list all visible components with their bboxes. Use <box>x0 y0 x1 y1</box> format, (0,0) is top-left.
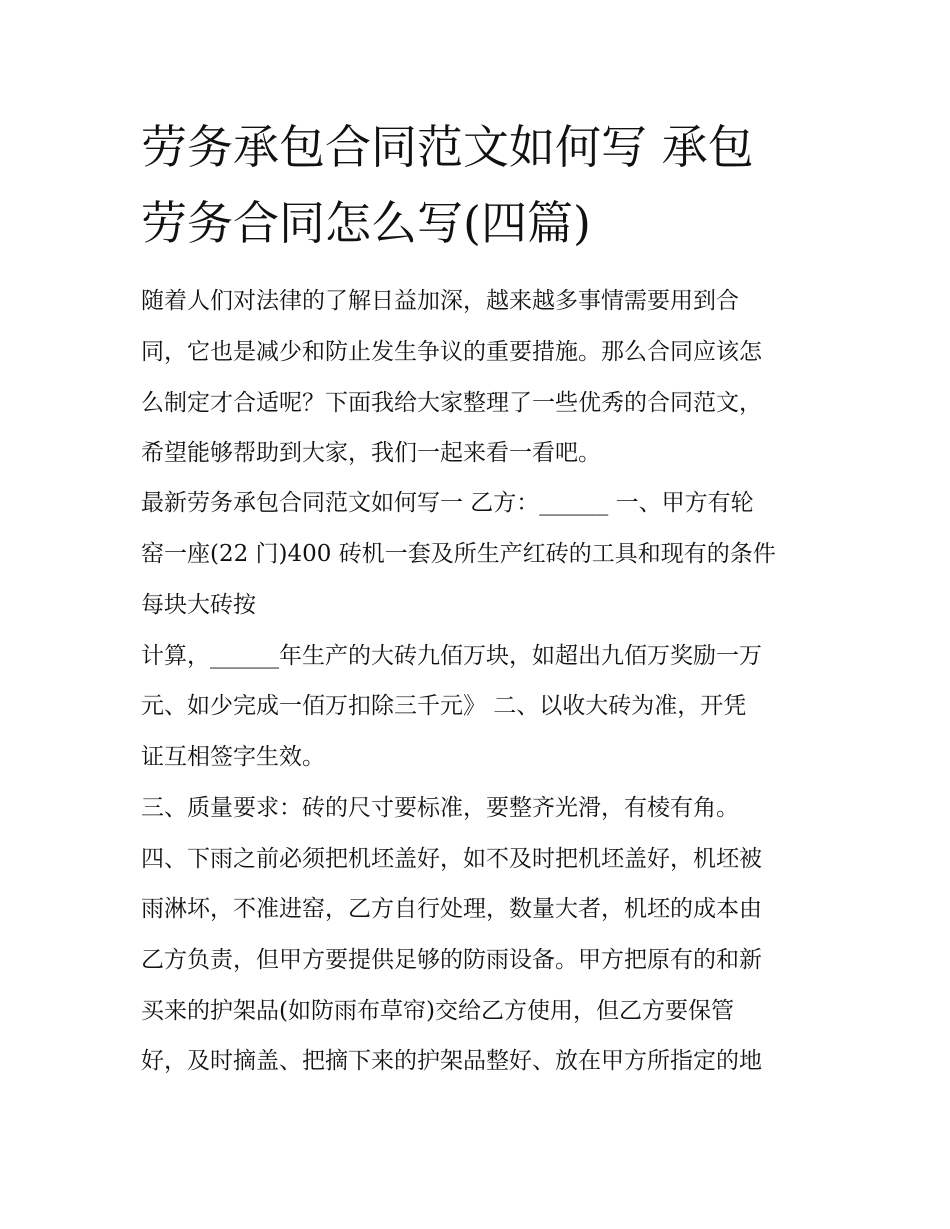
paragraph-line: 买来的护架品(如防雨布草帘)交给乙方使用，但乙方要保管 <box>141 998 734 1024</box>
document-title-line-1: 劳务承包合同范文如何写 承包 <box>141 120 754 174</box>
paragraph-line: 证互相签字生效。 <box>141 744 325 770</box>
paragraph-line: 计算，______年生产的大砖九佰万块，如超出九佰万奖励一万 <box>141 643 762 669</box>
paragraph-line: 元、如少完成一佰万扣除三千元》 二、以收大砖为准，开凭 <box>141 693 747 719</box>
paragraph-line: 窑一座(22 门)400 砖机一套及所生产红砖的工具和现有的条件 <box>141 541 776 567</box>
paragraph-line: 每块大砖按 <box>141 592 256 618</box>
paragraph-line: 最新劳务承包合同范文如何写一 乙方：______ 一、甲方有轮 <box>141 490 754 516</box>
paragraph-line: 好，及时摘盖、把摘下来的护架品整好、放在甲方所指定的地 <box>141 1048 762 1074</box>
paragraph-line: 三、质量要求：砖的尺寸要标准，要整齐光滑，有棱有角。 <box>141 795 739 821</box>
paragraph-line: 随着人们对法律的了解日益加深，越来越多事情需要用到合 <box>141 288 739 314</box>
paragraph-line: 同，它也是减少和防止发生争议的重要措施。那么合同应该怎 <box>141 339 762 365</box>
paragraph-line: 雨淋坏，不准进窑，乙方自行处理，数量大者，机坯的成本由 <box>141 896 762 922</box>
paragraph-line: 乙方负责，但甲方要提供足够的防雨设备。甲方把原有的和新 <box>141 947 762 973</box>
paragraph-line: 么制定才合适呢？下面我给大家整理了一些优秀的合同范文， <box>141 390 762 416</box>
paragraph-line: 四、下雨之前必须把机坯盖好，如不及时把机坯盖好，机坯被 <box>141 846 762 872</box>
document-title-line-2: 劳务合同怎么写(四篇) <box>141 196 591 250</box>
paragraph-line: 希望能够帮助到大家，我们一起来看一看吧。 <box>141 440 601 466</box>
